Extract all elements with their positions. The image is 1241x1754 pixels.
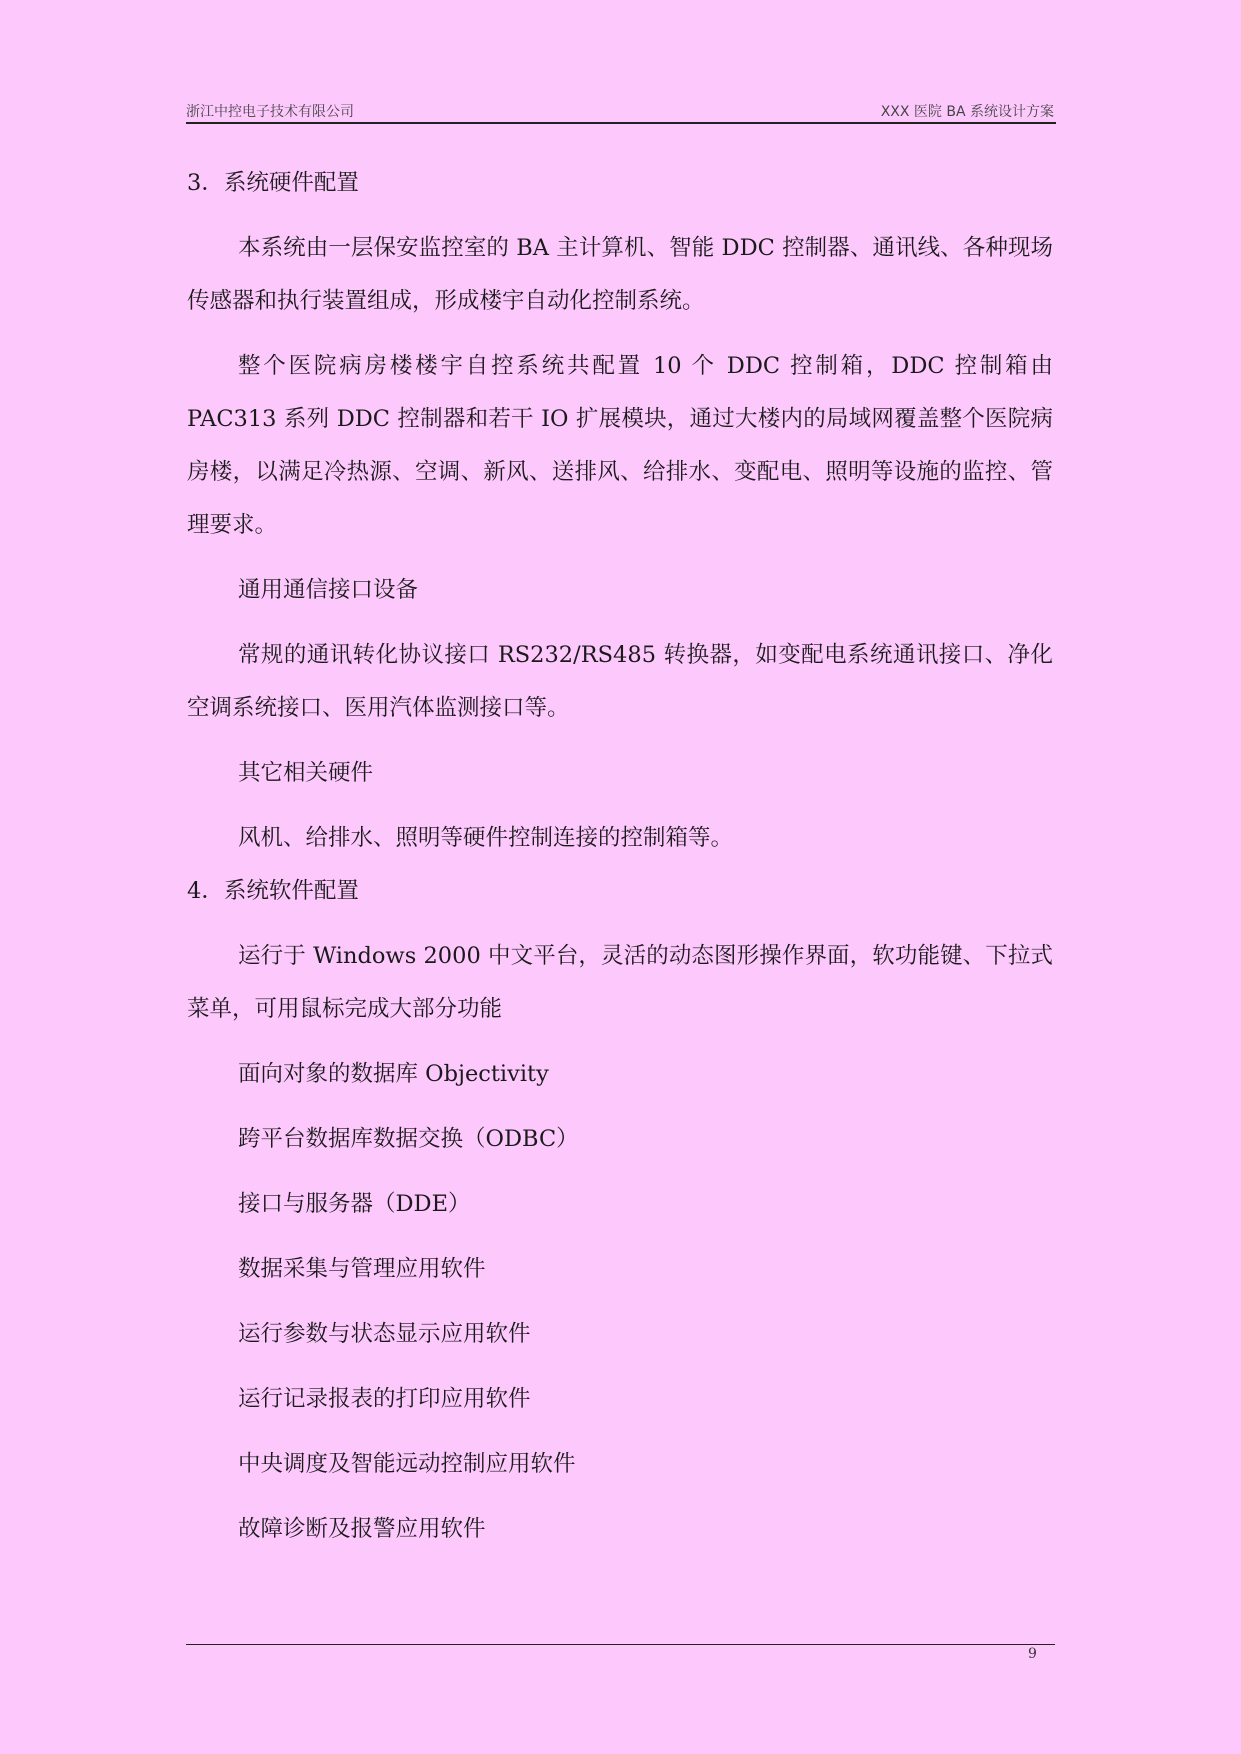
header-doc-title: XXX 医院 BA 系统设计方案	[880, 104, 1054, 120]
document-body	[187, 157, 1053, 1568]
footer-divider	[186, 1644, 1055, 1645]
section-3-paragraph-2: 整个医院病房楼楼宇自控系统共配置 10 个 DDC 控制箱，DDC 控制箱由 PAC313 系列 DDC 控制器和若干 IO 扩展模块，通过大楼内的局域网覆盖整个医院病房楼，以满足冷热源、空调、新风、送排风、给排水、变配电、照明等设施的监控、管理要求。	[187, 353, 1053, 538]
page-header	[186, 100, 1056, 124]
header-company: 浙江中控电子技术有限公司	[186, 104, 354, 120]
software-list-item: 接口与服务器（DDE）	[238, 1191, 471, 1217]
section-4-heading: 4．系统软件配置	[187, 878, 359, 904]
software-list-item: 运行参数与状态显示应用软件	[238, 1321, 531, 1347]
software-list-item: 面向对象的数据库 Objectivity	[238, 1061, 549, 1087]
section-3-heading: 3．系统硬件配置	[187, 170, 359, 196]
section-3-paragraph-comm: 常规的通讯转化协议接口 RS232/RS485 转换器，如变配电系统通讯接口、净化空调系统接口、医用汽体监测接口等。	[187, 642, 1053, 721]
section-3-paragraph-other: 风机、给排水、照明等硬件控制连接的控制箱等。	[238, 825, 734, 851]
software-list-item: 运行记录报表的打印应用软件	[238, 1386, 531, 1412]
software-list-item: 跨平台数据库数据交换（ODBC）	[238, 1126, 579, 1152]
software-list-item: 中央调度及智能远动控制应用软件	[238, 1451, 576, 1477]
section-3-paragraph-1: 本系统由一层保安监控室的 BA 主计算机、智能 DDC 控制器、通讯线、各种现场传感器和执行装置组成，形成楼宇自动化控制系统。	[187, 235, 1053, 314]
section-3-subheading-comm: 通用通信接口设备	[238, 577, 419, 603]
software-list-item: 故障诊断及报警应用软件	[238, 1516, 486, 1542]
section-4-paragraph-1: 运行于 Windows 2000 中文平台，灵活的动态图形操作界面，软功能键、下拉式菜单，可用鼠标完成大部分功能	[187, 943, 1053, 1022]
section-3-subheading-other: 其它相关硬件	[238, 760, 374, 786]
software-list-item: 数据采集与管理应用软件	[238, 1256, 486, 1282]
page-number: 9	[1028, 1646, 1037, 1662]
